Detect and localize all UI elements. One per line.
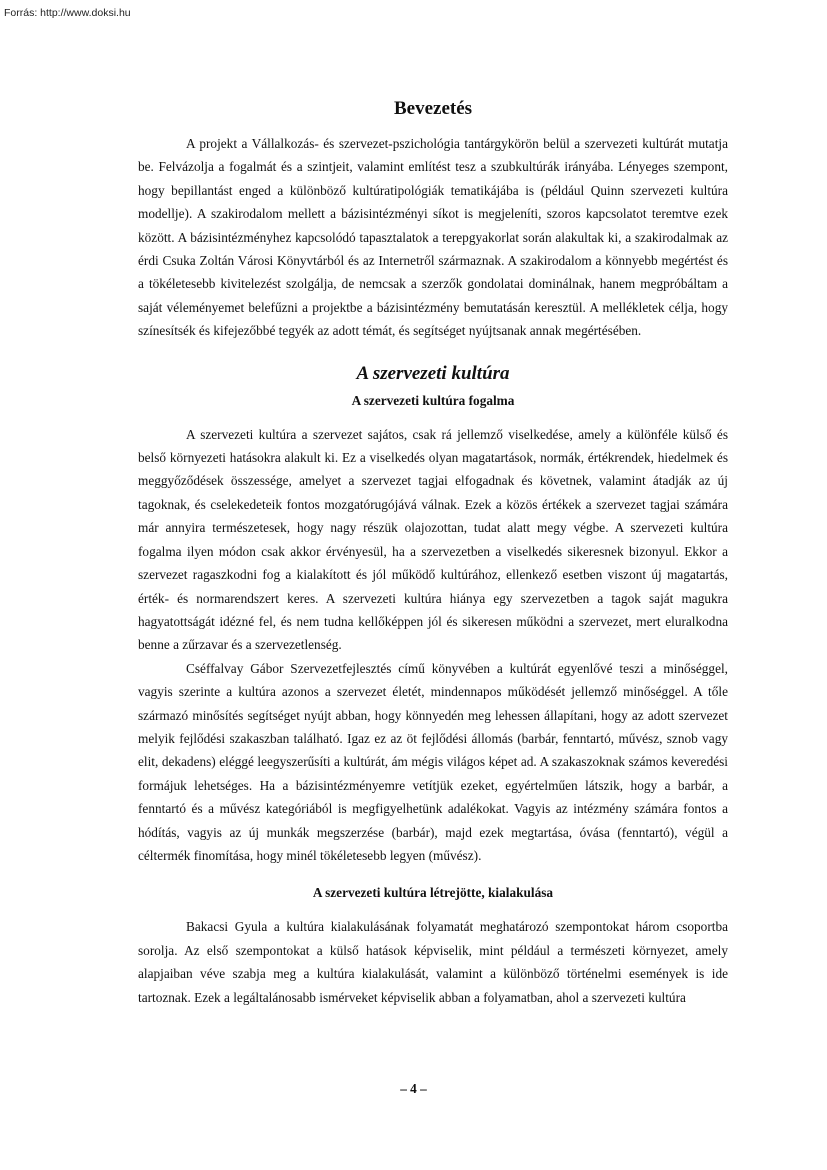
formation-paragraph: Bakacsi Gyula a kultúra kialakulásának folyamatát meghatározó szempontokat három csoportba sorolja. Az első szempontokat a külső hatások képviselik, mint például a természeti környezet, amely alapjaiban véve szabja meg a kultúra kialakulását, valamint a különböző történelmi események is ide tartoznak. Ezek a legáltalánosabb ismérveket képviselik abban a folyamatban, ahol a szervezeti kultúra — [138, 919, 728, 1005]
subsection-title-formation: A szervezeti kultúra létrejötte, kialakulása — [312, 885, 554, 901]
section-title: A szervezeti kultúra — [356, 362, 510, 384]
intro-paragraph: A projekt a Vállalkozás- és szervezet-pszichológia tantárgykörön belül a szervezeti kultúrát mutatja be. Felvázolja a fogalmát és a szintjeit, valamint említést tesz a szubkultúrák irányába. Lényeges szempont, hogy bepillantást enged a különböző kultúratipológiák tematikájába is (például Quinn szervezeti kultúra modellje). A szakirodalom mellett a bázisintézményi síkot is megjeleníti, szoros kapcsolatot teremtve ezek között. A bázisintézményhez kapcsolódó tapasztalatok a terepgyakorlat során alakultak ki, a szakirodalmak az érdi Csuka Zoltán Városi Könyvtárból és az Internetről származnak. A szakirodalom a könnyebb megértést és a tökéletesebb kivitelezést szolgálja, de nemcsak a szerzők gondolatai dominálnak, hanem megpróbáltam a saját véleményemet belefűzni a projektbe a bázisintézmény bemutatásán keresztül. A mellékletek célja, hogy színesítsék és kifejezőbbé tegyék az adott témát, és segítséget nyújtsanak annak megértésében. — [138, 136, 728, 339]
subsection-title-definition: A szervezeti kultúra fogalma — [351, 392, 515, 408]
source-watermark: Forrás: http://www.doksi.hu — [4, 7, 131, 19]
page-body — [138, 96, 728, 1009]
definition-paragraph-1: A szervezeti kultúra a szervezet sajátos, csak rá jellemző viselkedése, amely a különféle külső és belső környezeti hatásokra alakult ki. Ez a viselkedés olyan magatartások, normák, értékrendek, hiedelmek és meggyőződések összessége, amelyet a szervezet tagjai elfogadnak és követnek, valamint átadják az új tagoknak, és cselekedeteik fontos mozgatórugójává válnak. Ezek a közös értékek a szervezet tagjai számára már annyira természetesek, hogy nagy részük olajozottan, tudat alatt megy végbe. A szervezeti kultúra fogalma ilyen módon csak akkor érvényesül, ha a szervezetben a viselkedés sikeresnek bizonyul. Ekkor a szervezet ragaszkodni fog a kialakított és jól működő kultúrához, ellenkező esetben viszont új magatartás, érték- és normarendszert keres. A szervezeti kultúra hiánya egy szervezetben a tagok saját magukra hagyatottságát idézné fel, és nem tudna kellőképpen jól és sikeresen működni a szervezet, mert eluralkodna benne a zűrzavar és a szervezetlenség. — [138, 426, 728, 653]
intro-title: Bevezetés — [393, 98, 473, 119]
page-number: – 4 – — [400, 1081, 427, 1096]
definition-paragraph-2: Cséffalvay Gábor Szervezetfejlesztés című könyvében a kultúrát egyenlővé teszi a minőséggel, vagyis szerinte a kultúra azonos a szervezet életét, mindennapos működését jellemző minőséggel. A tőle származó minősítés segítséget nyújt abban, hogy könnyedén meg lehessen állapítani, hogy az adott szervezet melyik fejlődési szakaszban található. Igaz ez az öt fejlődési állomás (barbár, fenntartó, művész, sznob vagy elit, dekadens) eléggé leegyszerűsíti a kultúrát, ám mégis világos képet ad. A szakaszoknak számos keveredési formájuk lehetséges. Ha a bázisintézményemre vetítjük ezeket, egyértelműen látszik, hogy a barbár, a fenntartó és a művész kategóriából is megfigyelhetünk adalékokat. Vagyis az intézmény számára fontos a hódítás, vagyis az új munkák megszerzése (barbár), majd ezek megtartása, óvása (fenntartó), végül a céltermék finomítása, hogy minél tökéletesebb legyen (művész). — [138, 660, 728, 863]
